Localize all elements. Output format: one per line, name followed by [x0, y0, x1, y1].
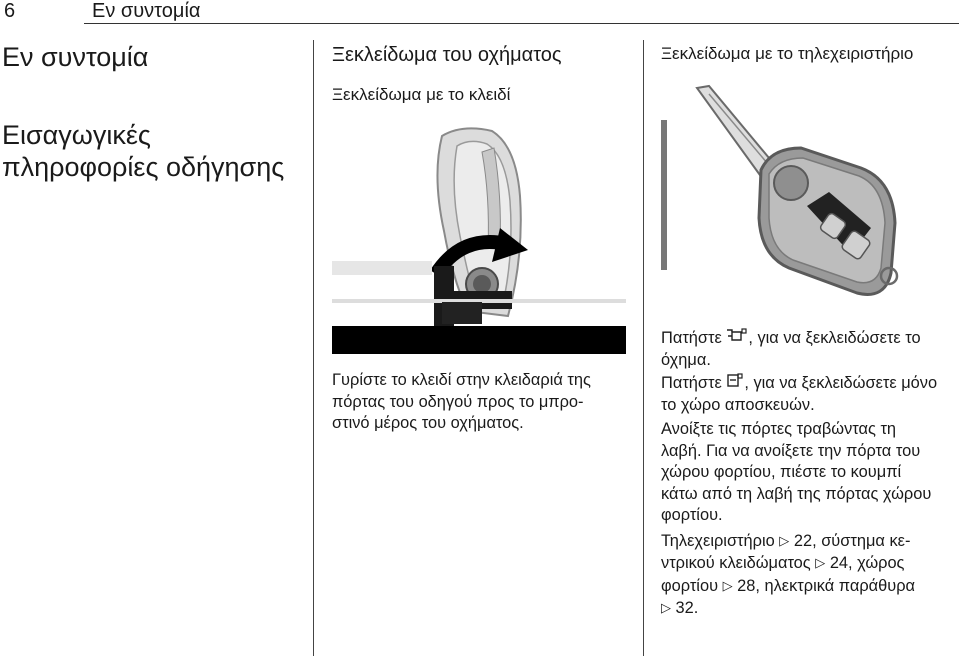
instruction-line: Ανοίξτε τις πόρτες τραβώντας τη: [661, 420, 897, 438]
reference-text: ντρικού κλειδώματος: [661, 554, 816, 572]
unlock-vehicle-icon: [726, 328, 748, 350]
instruction-line: χώρου φορτίου, πιέστε το κουμπί: [661, 463, 902, 481]
door-handle-key-illustration: [332, 116, 626, 354]
reference-text: 28, ηλεκτρικά παράθυρα: [732, 576, 915, 595]
instruction-line: κάτω από τη λαβή της πόρτας χώρου: [661, 484, 932, 503]
chapter-title: Εν συντομία: [2, 42, 149, 72]
instruction-line: το χώρο αποσκευών.: [661, 395, 815, 414]
unlock-vehicle-heading: Ξεκλείδωμα του οχήματος: [332, 44, 562, 66]
unlock-with-key-subheading: Ξεκλείδωμα με το κλειδί: [332, 85, 511, 104]
unlock-cargo-icon: [726, 373, 744, 395]
reference-text: Τηλεχειριστήριο: [661, 531, 780, 550]
column-divider-right: [643, 40, 644, 656]
reference-line: [661, 530, 959, 553]
reference-line: [661, 575, 959, 598]
reference-text: φορτίου: [661, 576, 723, 595]
running-title: Εν συντομία: [92, 0, 201, 22]
instruction-line: λαβή. Για να ανοίξετε την πόρτα του: [661, 441, 921, 460]
instruction-line: φορτίου.: [661, 506, 723, 524]
remote-unlock-instructions: [661, 328, 959, 620]
key-unlock-caption: [332, 370, 591, 435]
caption-line: πόρτας του οδηγού προς το μπρο-: [332, 392, 584, 411]
header-rule: [84, 23, 959, 24]
instruction-text: , για να ξεκλειδώσετε το: [748, 329, 921, 347]
remote-key-illustration: [661, 78, 957, 315]
section-title-line1: Εισαγωγικές: [2, 120, 151, 150]
instruction-text: Πατήστε: [661, 374, 727, 392]
instruction-text: , για να ξεκλειδώσετε μόνο: [744, 374, 938, 392]
page-number: 6: [4, 0, 16, 22]
instruction-text: Πατήστε: [661, 329, 727, 347]
instruction-line: [661, 373, 959, 395]
reference-arrow-icon: ▷: [722, 577, 733, 593]
caption-line: Γυρίστε το κλειδί στην κλειδαριά της: [332, 371, 591, 389]
reference-text: 32.: [671, 599, 699, 617]
reference-text: 22, σύστημα κε-: [789, 531, 911, 550]
reference-arrow-icon: ▷: [661, 600, 671, 615]
remote-unlock-heading: Ξεκλείδωμα με το τηλεχειριστήριο: [661, 44, 914, 63]
section-title-line2: πληροφορίες οδήγησης: [2, 152, 285, 182]
reference-arrow-icon: ▷: [779, 532, 790, 548]
reference-line: [661, 552, 959, 575]
reference-text: 24, χώρος: [825, 554, 905, 572]
reference-arrow-icon: ▷: [815, 555, 826, 570]
reference-line: [661, 597, 959, 620]
caption-line: στινό μέρος του οχήματος.: [332, 414, 524, 432]
column-divider-left: [313, 40, 314, 656]
instruction-line: όχημα.: [661, 350, 711, 369]
instruction-line: [661, 328, 959, 350]
